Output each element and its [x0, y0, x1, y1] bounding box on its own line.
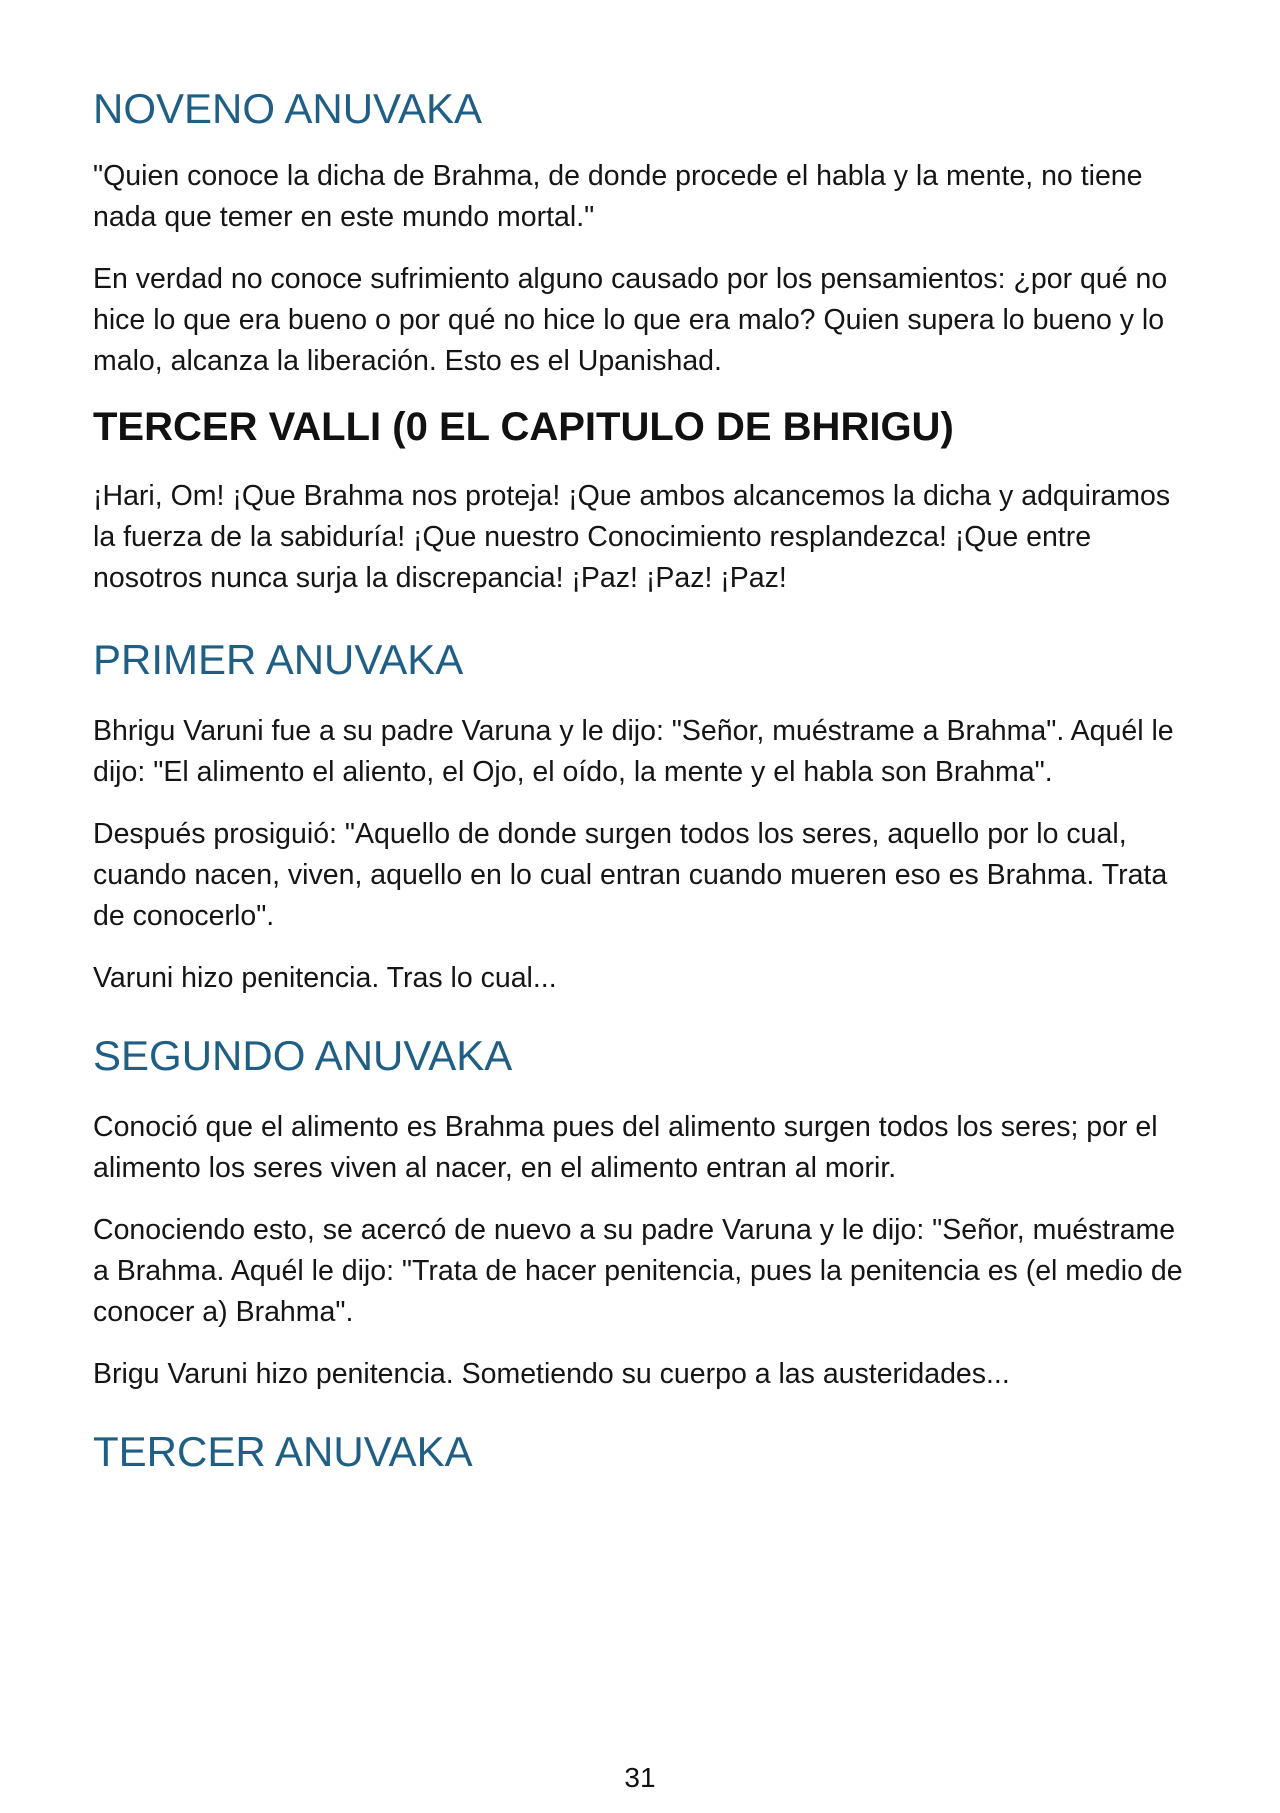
- paragraph: ¡Hari, Om! ¡Que Brahma nos proteja! ¡Que ambos alcancemos la dicha y adquiramos la fuerza de la sabiduría! ¡Que nuestro Conocimiento resplandezca! ¡Que entre nosotros nunca surja la discrepancia! ¡Paz! ¡Paz! ¡Paz!: [93, 480, 1171, 594]
- paragraph: En verdad no conoce sufrimiento alguno causado por los pensamientos: ¿por qué no hice lo que era bueno o por qué no hice lo que era malo? Quien supera lo bueno y lo malo, alcanza la liberación. Esto es el Upanishad.: [93, 263, 1168, 377]
- page-content: [93, 84, 1193, 1477]
- paragraph: Bhrigu Varuni fue a su padre Varuna y le dijo: "Señor, muéstrame a Brahma". Aquél le dijo: "El alimento el aliento, el Ojo, el oído, la mente y el habla son Brahma".: [93, 715, 1174, 788]
- paragraph: Varuni hizo penitencia. Tras lo cual...: [93, 962, 557, 994]
- heading-tercer-anuvaka: TERCER ANUVAKA: [93, 1428, 473, 1475]
- page-number: 31: [624, 1762, 656, 1793]
- paragraph: Brigu Varuni hizo penitencia. Sometiendo su cuerpo a las austeridades...: [93, 1358, 1010, 1390]
- heading-tercer-valli: TERCER VALLI (0 EL CAPITULO DE BHRIGU): [93, 405, 954, 449]
- paragraph: Conoció que el alimento es Brahma pues del alimento surgen todos los seres; por el alimento los seres viven al nacer, en el alimento entran al morir.: [93, 1111, 1158, 1184]
- heading-primer-anuvaka: PRIMER ANUVAKA: [93, 636, 464, 683]
- paragraph: Después prosiguió: "Aquello de donde surgen todos los seres, aquello por lo cual, cuando nacen, viven, aquello en lo cual entran cuando mueren eso es Brahma. Trata de conocerlo".: [93, 818, 1168, 932]
- paragraph: Conociendo esto, se acercó de nuevo a su padre Varuna y le dijo: "Señor, muéstrame a Brahma. Aquél le dijo: "Trata de hacer penitencia, pues la penitencia es (el medio de conocer a) Brahma".: [93, 1214, 1183, 1328]
- paragraph: "Quien conoce la dicha de Brahma, de donde procede el habla y la mente, no tiene nada que temer en este mundo mortal.": [93, 160, 1143, 233]
- heading-noveno-anuvaka: NOVENO ANUVAKA: [93, 85, 482, 132]
- heading-segundo-anuvaka: SEGUNDO ANUVAKA: [93, 1032, 513, 1079]
